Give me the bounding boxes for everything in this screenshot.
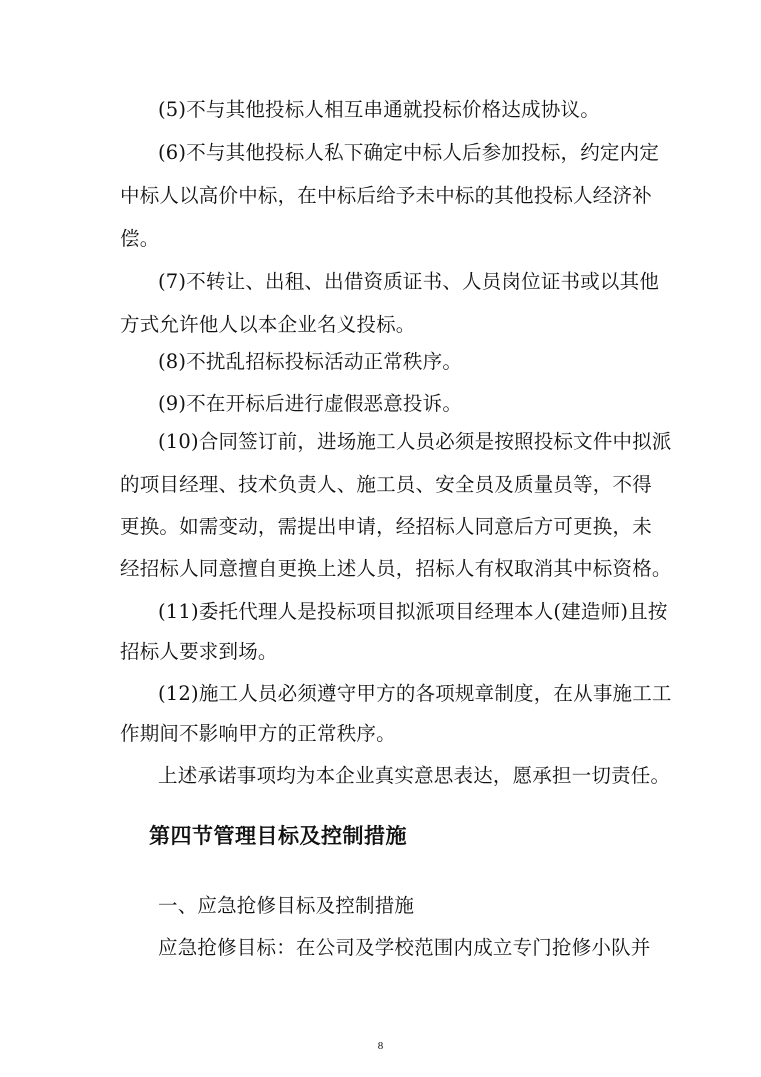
paragraph-line: 方式允许他人以本企业名义投标。 bbox=[120, 313, 416, 336]
paragraph-line: 应急抢修目标：在公司及学校范围内成立专门抢修小队并 bbox=[158, 936, 651, 959]
paragraph-line: (8)不扰乱招标投标活动正常秩序。 bbox=[158, 350, 463, 373]
paragraph-line: 招标人要求到场。 bbox=[120, 640, 278, 663]
page-number: 8 bbox=[377, 1040, 384, 1052]
paragraph-line: (9)不在开标后进行虚假恶意投诉。 bbox=[158, 392, 463, 415]
paragraph-line: 更换。如需变动，需提出申请，经招标人同意后方可更换，未 bbox=[120, 515, 652, 538]
paragraph-line: (5)不与其他投标人相互串通就投标价格达成协议。 bbox=[158, 98, 600, 121]
paragraph-line: 偿。 bbox=[120, 227, 160, 250]
paragraph-line: 作期间不影响甲方的正常秩序。 bbox=[120, 722, 396, 745]
paragraph-line: (11)委托代理人是投标项目拟派项目经理本人(建造师)且按 bbox=[158, 600, 668, 623]
paragraph-line: (12)施工人员必须遵守甲方的各项规章制度，在从事施工工 bbox=[158, 682, 672, 705]
paragraph-line: 中标人以高价中标，在中标后给予未中标的其他投标人经济补 bbox=[120, 184, 652, 207]
paragraph-line: (10)合同签订前，进场施工人员必须是按照投标文件中拟派 bbox=[158, 430, 672, 453]
subsection-title: 一、应急抢修目标及控制措施 bbox=[158, 894, 415, 917]
paragraph-line: 经招标人同意擅自更换上述人员，招标人有权取消其中标资格。 bbox=[120, 557, 672, 580]
paragraph-line: 的项目经理、技术负责人、施工员、安全员及质量员等，不得 bbox=[120, 473, 652, 496]
paragraph-line: (7)不转让、出租、出借资质证书、人员岗位证书或以其他 bbox=[158, 270, 660, 293]
section-heading: 第四节管理目标及控制措施 bbox=[149, 824, 407, 848]
paragraph-line: 上述承诺事项均为本企业真实意思表达，愿承担一切责任。 bbox=[158, 764, 671, 787]
paragraph-line: (6)不与其他投标人私下确定中标人后参加投标，约定内定 bbox=[158, 141, 660, 164]
